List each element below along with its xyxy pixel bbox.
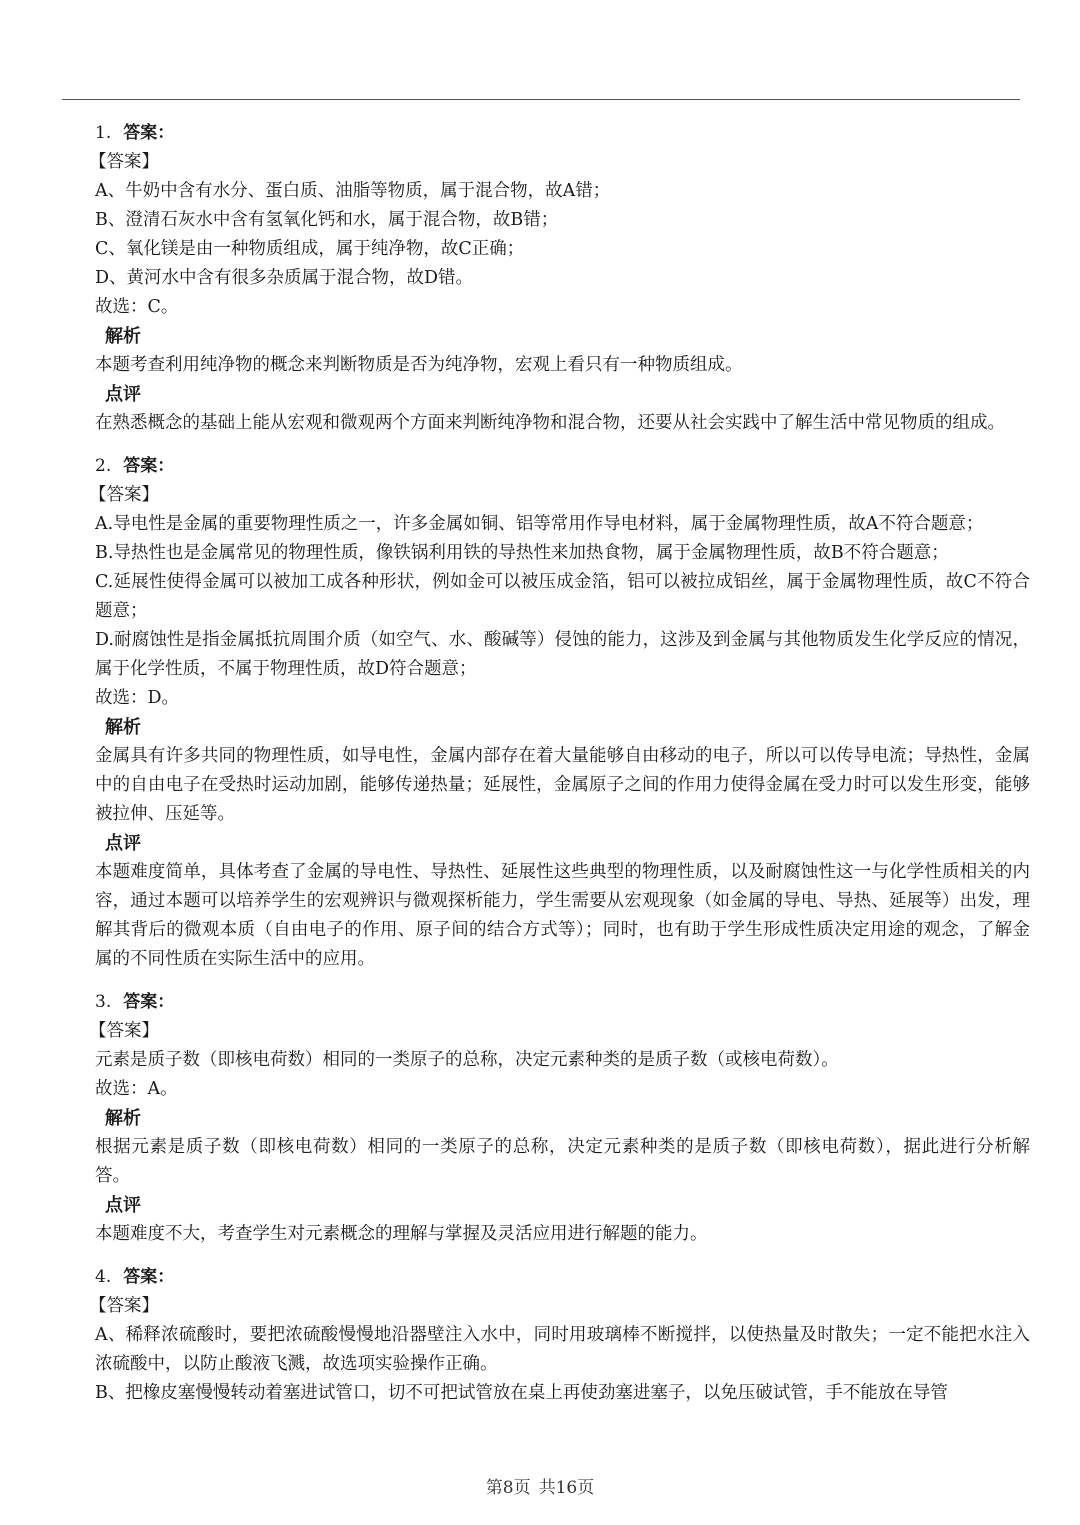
page-footer [0,1477,1080,1499]
comment-title: 点评 [105,384,141,405]
question-4 [89,1263,1030,1408]
answer-line: C.延展性使得金属可以被加工成各种形状，例如金可以被压成金箔，铝可以被拉成铝丝，属于金属物理性质，故C不符合题意； [95,572,1030,621]
page-total: 共16页 [538,1478,595,1498]
document-body [89,119,1030,1422]
answer-line: A、牛奶中含有水分、蛋白质、油脂等物质，属于混合物，故A错； [95,181,611,201]
analysis-text: 根据元素是质子数（即核电荷数）相同的一类原子的总称，决定元素种类的是质子数（即核电荷数），据此进行分析解答。 [95,1137,1030,1186]
answer-label: 【答案】 [89,1296,159,1316]
answer-title: 答案： [123,992,175,1012]
answer-label: 【答案】 [89,1021,159,1041]
comment-title: 点评 [105,833,141,854]
comment-text: 在熟悉概念的基础上能从宏观和微观两个方面来判断纯净物和混合物，还要从社会实践中了解生活中常见物质的组成。 [95,413,1005,433]
question-1 [89,119,1030,438]
comment-text: 本题难度简单，具体考查了金属的导电性、导热性、延展性这些典型的物理性质，以及耐腐蚀性这一与化学性质相关的内容，通过本题可以培养学生的宏观辨识与微观探析能力，学生需要从宏观现象（如金属的导电、导热、延展等）出发，理解其背后的微观本质（自由电子的作用、原子间的结合方式等）；同时，也有助于学生形成性质决定用途的观念，了解金属的不同性质在实际生活中的应用。 [95,862,1030,969]
answer-line: C、氧化镁是由一种物质组成，属于纯净物，故C正确； [95,239,525,259]
answer-line: D.耐腐蚀性是指金属抵抗周围介质（如空气、水、酸碱等）侵蚀的能力，这涉及到金属与其他物质发生化学反应的情况，属于化学性质，不属于物理性质，故D符合题意； [95,630,1030,679]
comment-text: 本题难度不大，考查学生对元素概念的理解与掌握及灵活应用进行解题的能力。 [95,1224,708,1244]
question-number: 3. [95,992,112,1012]
analysis-title: 解析 [105,1108,141,1129]
answer-choice: 故选：A。 [95,1079,178,1099]
question-heading [95,119,1030,148]
page-number: 第8页 [485,1478,531,1498]
answer-title: 答案： [123,456,175,476]
comment-title: 点评 [105,1195,141,1216]
question-2 [89,452,1030,974]
question-heading [95,1263,1030,1292]
answer-choice: 故选：C。 [95,297,179,317]
analysis-title: 解析 [105,326,141,347]
answer-line: B、把橡皮塞慢慢转动着塞进试管口，切不可把试管放在桌上再使劲塞进塞子，以免压破试管，手不能放在导管 [95,1383,948,1403]
question-3 [89,988,1030,1249]
analysis-title: 解析 [105,717,141,738]
question-number: 2. [95,456,112,476]
analysis-text: 本题考查利用纯净物的概念来判断物质是否为纯净物，宏观上看只有一种物质组成。 [95,355,743,375]
answer-choice: 故选：D。 [95,688,180,708]
answer-line: D、黄河水中含有很多杂质属于混合物，故D错。 [95,268,474,288]
question-heading [95,988,1030,1017]
header-rule [62,99,1020,100]
question-heading [95,452,1030,481]
answer-label: 【答案】 [89,485,159,505]
analysis-text: 金属具有许多共同的物理性质，如导电性，金属内部存在着大量能够自由移动的电子，所以可以传导电流；导热性，金属中的自由电子在受热时运动加剧，能够传递热量；延展性，金属原子之间的作用力使得金属在受力时可以发生形变，能够被拉伸、压延等。 [95,746,1030,824]
question-number: 4. [95,1267,112,1287]
answer-line: 元素是质子数（即核电荷数）相同的一类原子的总称，决定元素种类的是质子数（或核电荷数）。 [95,1050,839,1070]
answer-line: A.导电性是金属的重要物理性质之一，许多金属如铜、铝等常用作导电材料，属于金属物理性质，故A不符合题意； [95,514,984,534]
answer-title: 答案： [123,1267,175,1287]
answer-title: 答案： [123,123,175,143]
answer-line: A、稀释浓硫酸时，要把浓硫酸慢慢地沿器壁注入水中，同时用玻璃棒不断搅拌，以使热量及时散失；一定不能把水注入浓硫酸中，以防止酸液飞溅，故选项实验操作正确。 [95,1325,1030,1374]
answer-line: B、澄清石灰水中含有氢氧化钙和水，属于混合物，故B错； [95,210,559,230]
answer-line: B.导热性也是金属常见的物理性质，像铁锅利用铁的导热性来加热食物，属于金属物理性质，故B不符合题意； [95,543,949,563]
answer-label: 【答案】 [89,152,159,172]
question-number: 1. [95,123,112,143]
